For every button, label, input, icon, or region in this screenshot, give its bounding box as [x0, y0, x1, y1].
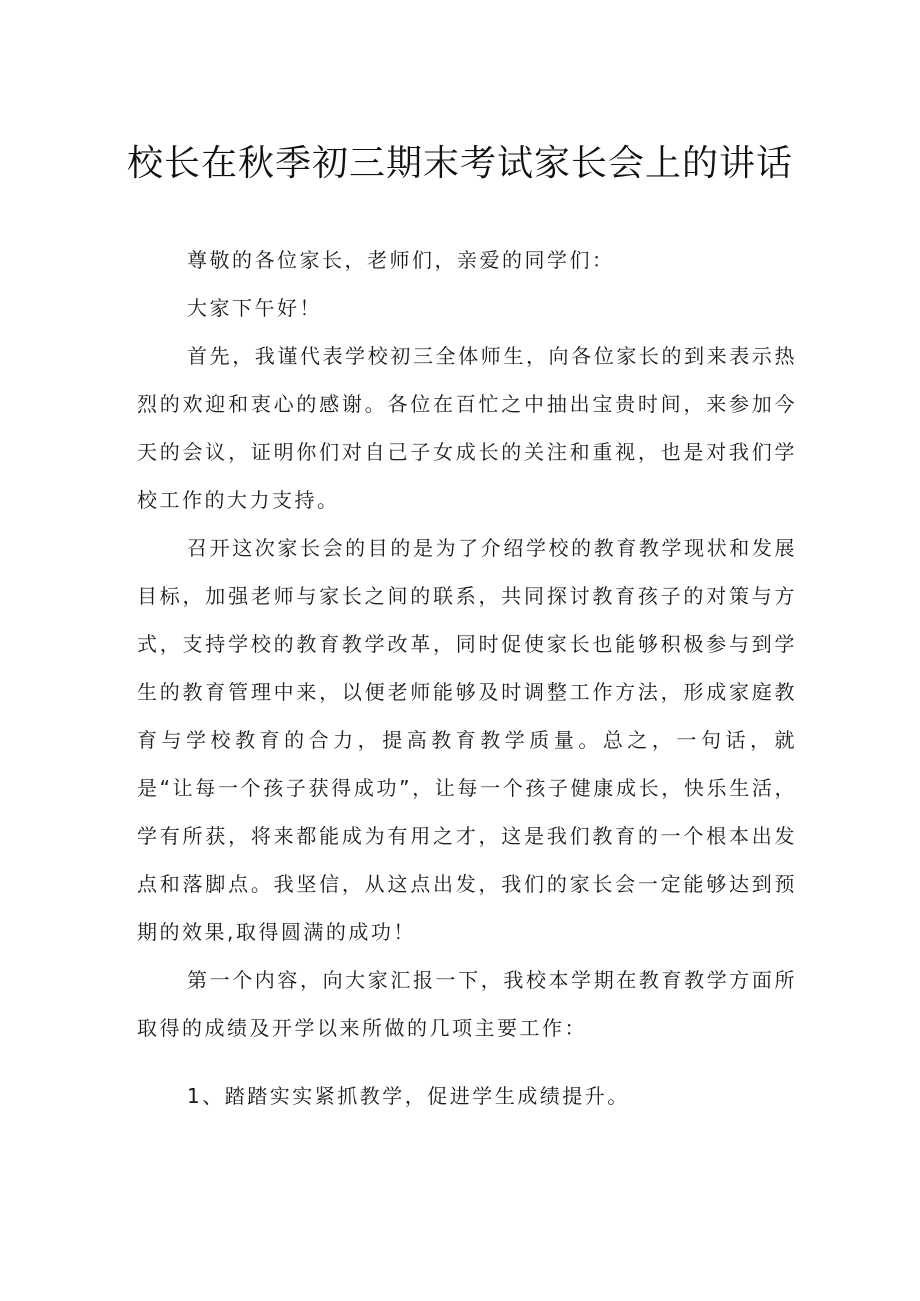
- list-item: 1、踏踏实实紧抓教学，促进学生成绩提升。: [187, 1084, 630, 1108]
- document-title: 校长在秋季初三期末考试家长会上的讲话: [126, 143, 793, 184]
- salutation-line: 大家下午好！: [187, 296, 322, 320]
- paragraph-2: 召开这次家长会的目的是为了介绍学校的教育教学现状和发展目标，加强老师与家长之间的联系，共同探讨教育孩子的对策与方式，支持学校的教育教学改革，同时促使家长也能够积极参与到学生的教育管理中来，以便老师能够及时调整工作方法，形成家庭教育与学校教育的合力，提高教育教学质量。总之，一句话，就是“让每一个孩子获得成功”，让每一个孩子健康成长，快乐生活，学有所获，将来都能成为有用之才，这是我们教育的一个根本出发点和落脚点。我坚信，从这点出发，我们的家长会一定能够达到预期的效果,取得圆满的成功！: [137, 536, 797, 944]
- document-body: [137, 236, 797, 1120]
- greeting-line: 尊敬的各位家长，老师们，亲爱的同学们：: [187, 248, 615, 272]
- paragraph-3: 第一个内容，向大家汇报一下，我校本学期在教育教学方面所取得的成绩及开学以来所做的几项主要工作：: [137, 968, 797, 1040]
- paragraph-1: 首先，我谨代表学校初三全体师生，向各位家长的到来表示热烈的欢迎和衷心的感谢。各位在百忙之中抽出宝贵时间，来参加今天的会议，证明你们对自己子女成长的关注和重视，也是对我们学校工作的大力支持。: [137, 344, 797, 512]
